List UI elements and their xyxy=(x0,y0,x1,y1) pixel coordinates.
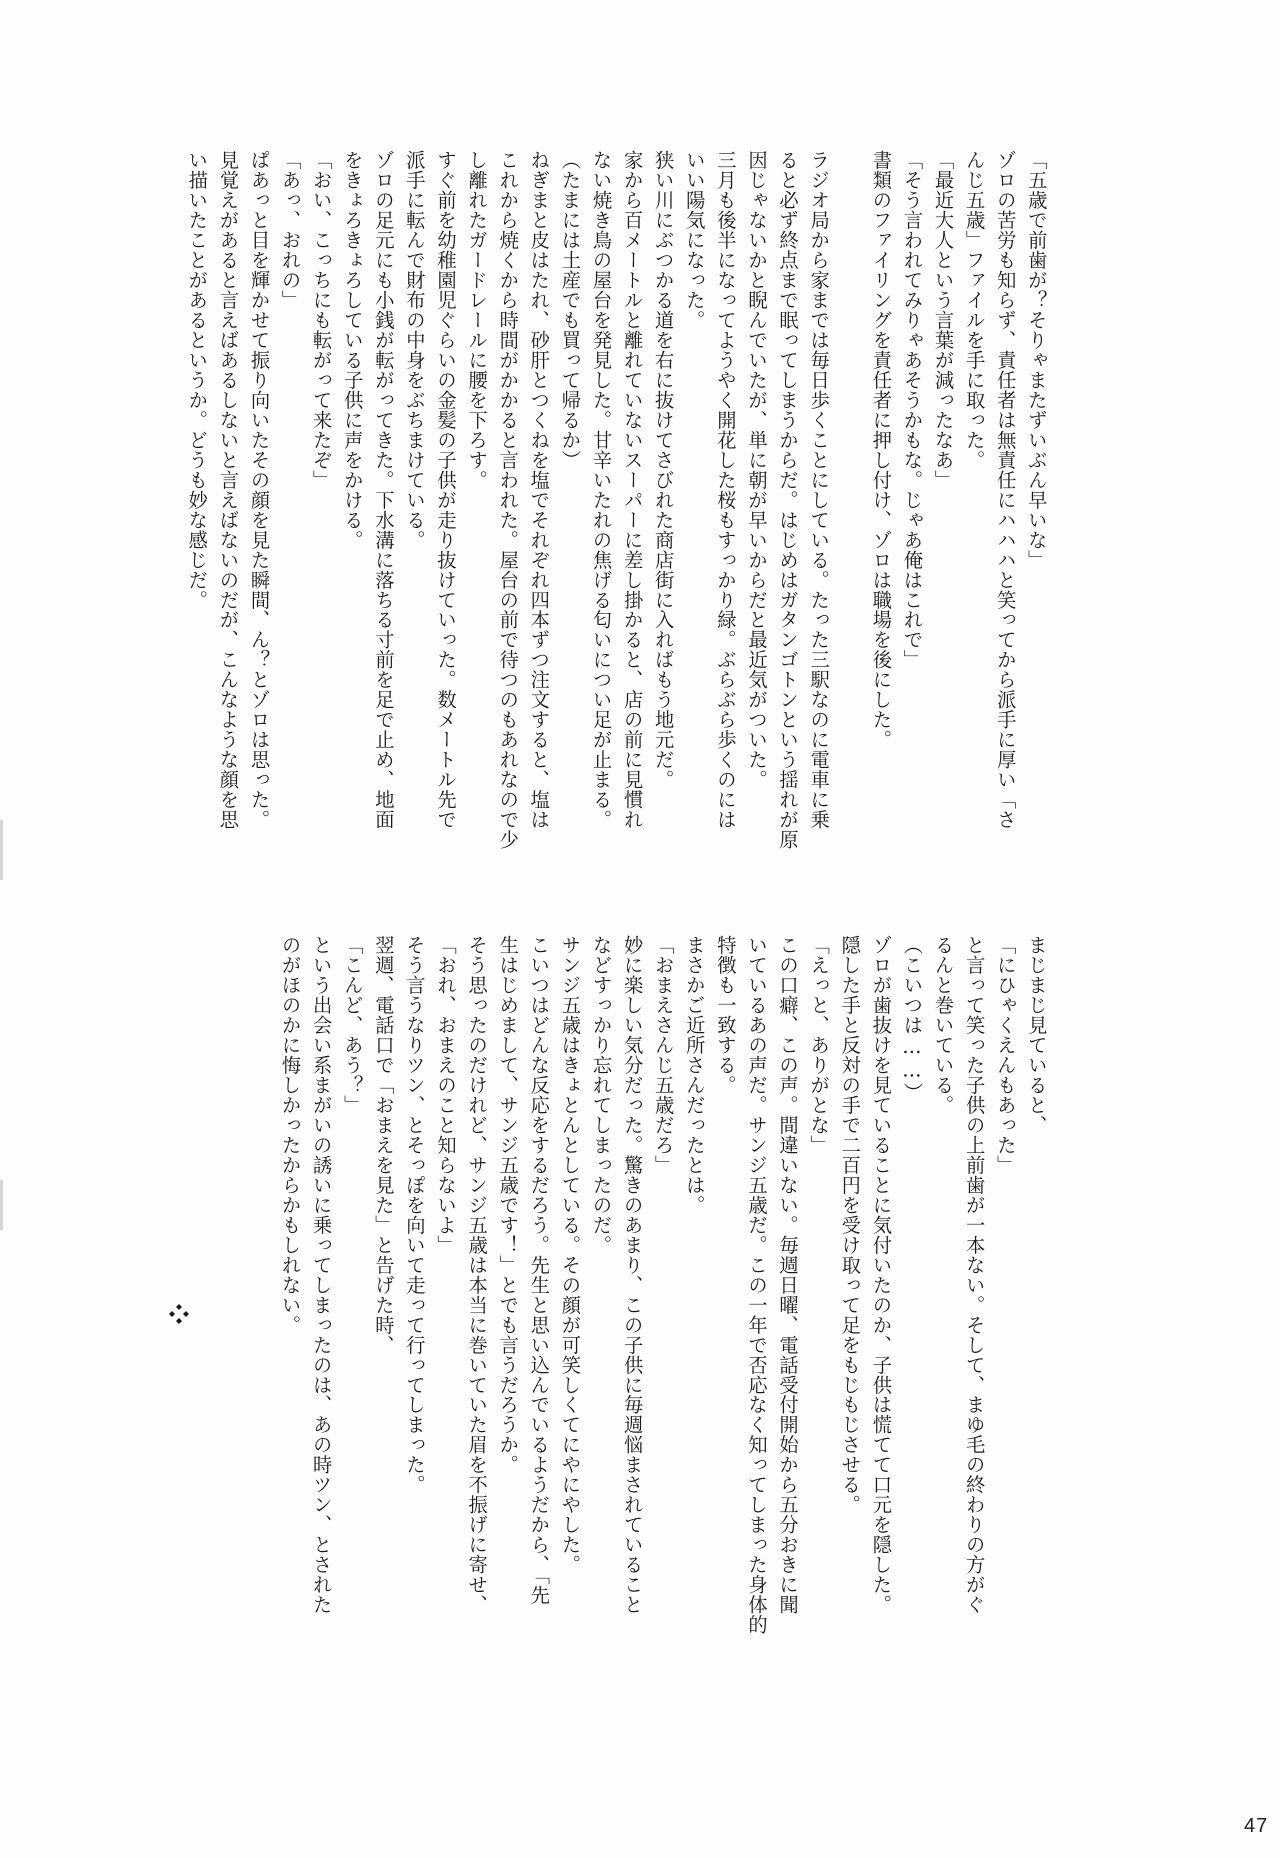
top-text-block xyxy=(119,150,1114,920)
section-break-ornament-icon xyxy=(168,1303,190,1325)
scan-edge-mark xyxy=(0,820,3,880)
text-line: サンジ五歳はきょとんとしている。その顔が可笑しくてにやにやした。 xyxy=(558,935,582,1575)
text-line: 「にひゃくえんもあった」 xyxy=(993,935,1017,1175)
text-line: 「おまえさんじ五歳だろ」 xyxy=(651,935,675,1175)
text-line: まさかご近所さんだったとは。 xyxy=(682,935,706,1215)
text-line: い描いたことがあるというか。どうも妙な感じだ。 xyxy=(185,150,209,610)
text-line: （こいつは……） xyxy=(900,935,924,1103)
text-line: 「こんど、あう？」 xyxy=(340,935,364,1115)
scan-edge-mark xyxy=(0,1180,3,1230)
text-line: 妙に楽しい気分だった。驚きのあまり、この子供に毎週悩まされていること xyxy=(620,935,644,1615)
text-line: 因じゃないかと睨んでいたが、単に朝が早いからだと最近気がついた。 xyxy=(744,150,768,790)
text-line: 家から百メートルと離れていないスーパーに差し掛かると、店の前に見慣れ xyxy=(620,150,644,830)
text-line: 「おい、こっちにも転がって来たぞ」 xyxy=(309,150,333,490)
text-line: 三月も後半になってようやく開花した桜もすっかり緑。ぶらぶら歩くのには xyxy=(713,150,737,830)
text-line: んじ五歳」ファイルを手に取った。 xyxy=(962,150,986,470)
text-line: のがほのかに悔しかったからかもしれない。 xyxy=(278,935,302,1335)
text-line: と言って笑った子供の上前歯が一本ない。そして、まゆ毛の終わりの方がぐ xyxy=(962,935,986,1615)
text-line: 「おれ、おまえのこと知らないよ」 xyxy=(434,935,458,1255)
text-line: ラジオ局から家までは毎日歩くことにしている。たった三駅なのに電車に乗 xyxy=(807,150,831,830)
text-line: すぐ前を幼稚園児ぐらいの金髪の子供が走り抜けていった。数メートル先で xyxy=(434,150,458,830)
text-line: 「五歳で前歯が？そりゃまたずいぶん早いな」 xyxy=(1024,150,1048,570)
text-line: この口癖、この声。間違いない。毎週日曜、電話受付開始から五分おきに聞 xyxy=(776,935,800,1615)
text-line: ない焼き鳥の屋台を発見した。甘辛いたれの焦げる匂いについ足が止まる。 xyxy=(589,150,613,830)
text-line: し離れたガードレールに腰を下ろす。 xyxy=(465,150,489,490)
text-line: （たまには土産でも買って帰るか） xyxy=(558,150,582,470)
text-line: ゾロの足元にも小銭が転がってきた。下水溝に落ちる寸前を足で止め、地面 xyxy=(371,150,395,830)
text-line: ゾロの苦労も知らず、責任者は無責任にハハハと笑ってから派手に厚い「さ xyxy=(993,150,1017,830)
text-line: 「あっ、おれの」 xyxy=(278,150,302,310)
text-line: 見覚えがあると言えばあるしないと言えばないのだが、こんなような顔を思 xyxy=(216,150,240,830)
text-line: そう言うなりツン、とそっぽを向いて走って行ってしまった。 xyxy=(402,935,426,1495)
page-number: 47 xyxy=(1244,1815,1269,1837)
text-line: 「えっと、ありがとな」 xyxy=(807,935,831,1155)
text-line: これから焼くから時間がかかると言われた。屋台の前で待つのもあれなので少 xyxy=(496,150,520,850)
text-line: ぱあっと目を輝かせて振り向いたその顔を見た瞬間、ん？とゾロは思った。 xyxy=(247,150,271,830)
text-line: 書類のファイリングを責任者に押し付け、ゾロは職場を後にした。 xyxy=(869,150,893,750)
text-line: 「最近大人という言葉が減ったなあ」 xyxy=(931,150,955,490)
text-line: いい陽気になった。 xyxy=(682,150,706,330)
text-line: まじまじ見ていると、 xyxy=(1024,935,1048,1135)
text-line: 翌週、電話口で「おまえを見た」と告げた時、 xyxy=(371,935,395,1355)
text-line: 狭い川にぶつかる道を右に抜けてさびれた商店街に入ればもう地元だ。 xyxy=(651,150,675,790)
text-line: ねぎまと皮はたれ、砂肝とつくねを塩でそれぞれ四本ずつ注文すると、塩は xyxy=(527,150,551,830)
text-line: 生はじめまして、サンジ五歳です！」とでも言うだろうか。 xyxy=(496,935,520,1475)
text-line: 特徴も一致する。 xyxy=(713,935,737,1095)
text-line: 派手に転んで財布の中身をぶちまけている。 xyxy=(402,150,426,550)
text-line: るんと巻いている。 xyxy=(931,935,955,1115)
text-line: などすっかり忘れてしまったのだ。 xyxy=(589,935,613,1255)
text-line: 「そう言われてみりゃあそうかもな。じゃあ俺はこれで」 xyxy=(900,150,924,670)
text-line: ると必ず終点まで眠ってしまうからだ。はじめはガタンゴトンという揺れが原 xyxy=(776,150,800,850)
text-line: という出会い系まがいの誘いに乗ってしまったのは、あの時ツン、とされた xyxy=(309,935,333,1615)
text-line: 隠した手と反対の手で二百円を受け取って足をもじもじさせる。 xyxy=(838,935,862,1515)
text-line: いているあの声だ。サンジ五歳だ。この一年で否応なく知ってしまった身体的 xyxy=(744,935,768,1635)
bottom-text-block xyxy=(212,935,1114,1635)
blank-line xyxy=(834,150,865,920)
text-line: をきょろきょろしている子供に声をかける。 xyxy=(340,150,364,550)
text-line: そう思ったのだけれど、サンジ五歳は本当に巻いていた眉を不振げに寄せ、 xyxy=(465,935,489,1615)
text-line: こいつはどんな反応をするだろう。先生と思い込んでいるようだから、「先 xyxy=(527,935,551,1606)
text-line: ゾロが歯抜けを見ていることに気付いたのか、子供は慌てて口元を隠した。 xyxy=(869,935,893,1615)
